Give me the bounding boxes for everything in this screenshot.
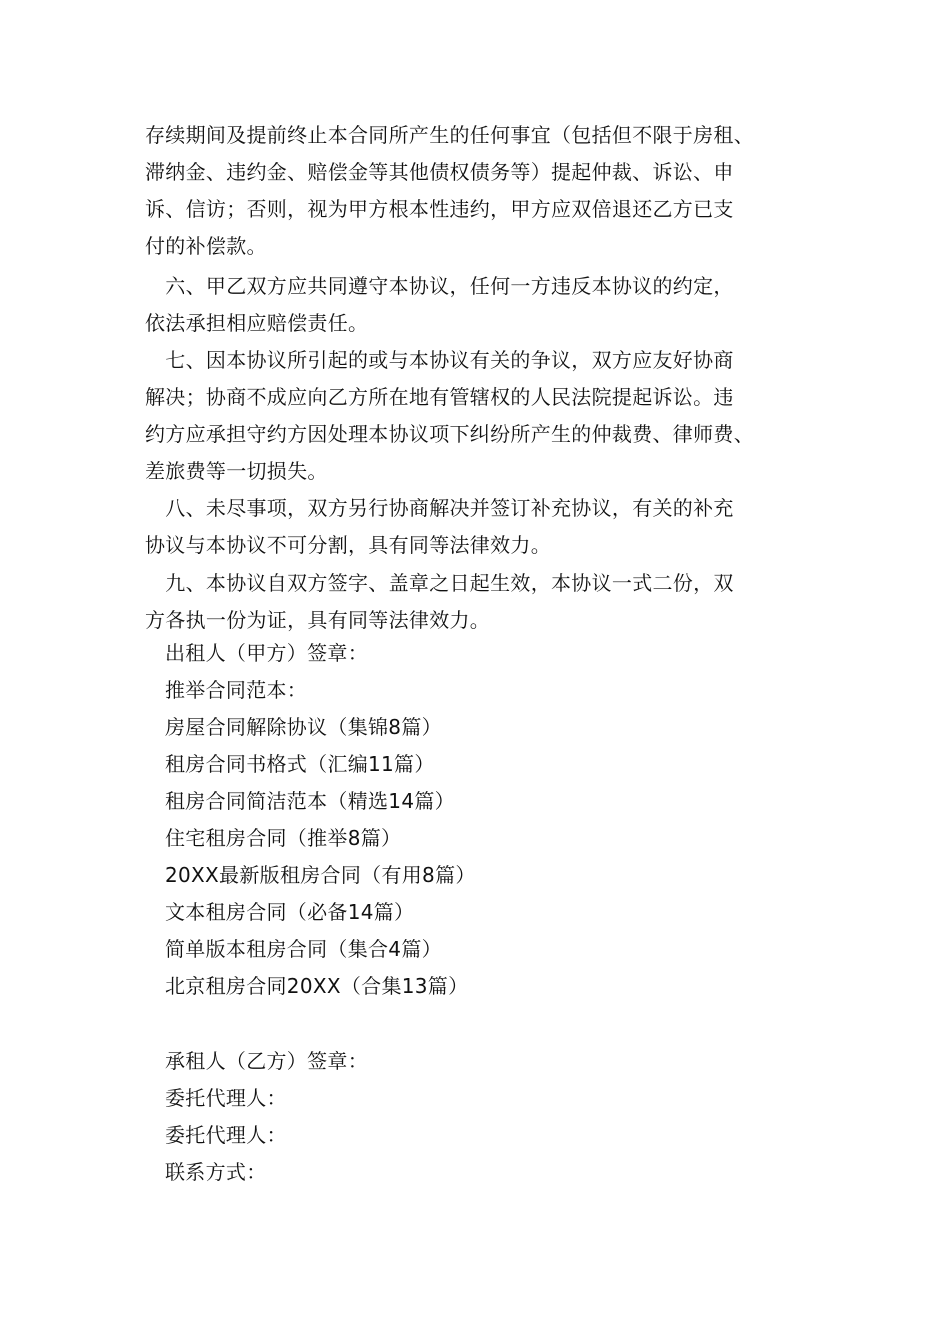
text-line: 依法承担相应赔偿责任。 — [145, 311, 369, 335]
clause-9 — [145, 565, 835, 639]
recommend-link[interactable]: 房屋合同解除协议（集锦8篇） — [165, 715, 442, 739]
text-line: 解决；协商不成应向乙方所在地有管辖权的人民法院提起诉讼。违 — [145, 385, 734, 409]
recommend-link[interactable]: 简单版本租房合同（集合4篇） — [165, 937, 442, 961]
recommend-link[interactable]: 北京租房合同20XX（合集13篇） — [165, 974, 469, 998]
contact-label: 联系方式： — [165, 1160, 267, 1184]
recommend-link[interactable]: 租房合同简洁范本（精选14篇） — [165, 789, 455, 813]
text-line: 六、甲乙双方应共同遵守本协议，任何一方违反本协议的约定， — [145, 274, 734, 298]
recommend-link[interactable]: 20XX最新版租房合同（有用8篇） — [165, 863, 476, 887]
text-line: 七、因本协议所引起的或与本协议有关的争议，双方应友好协商 — [145, 348, 734, 372]
text-line: 付的补偿款。 — [145, 234, 267, 258]
clause-8 — [145, 490, 835, 564]
text-line: 滞纳金、违约金、赔偿金等其他债权债务等）提起仲裁、诉讼、申 — [145, 160, 734, 184]
lessor-signature-label: 出租人（甲方）签章： — [165, 641, 368, 665]
clause-continuation — [145, 117, 835, 265]
recommend-title: 推举合同范本： — [165, 678, 308, 702]
text-line: 九、本协议自双方签字、盖章之日起生效，本协议一式二份，双 — [145, 571, 734, 595]
recommend-link[interactable]: 住宅租房合同（推举8篇） — [165, 826, 402, 850]
recommend-link[interactable]: 文本租房合同（必备14篇） — [165, 900, 415, 924]
recommend-link[interactable]: 租房合同书格式（汇编11篇） — [165, 752, 435, 776]
clause-7 — [145, 342, 835, 490]
agent-label: 委托代理人： — [165, 1086, 287, 1110]
text-line: 方各执一份为证，具有同等法律效力。 — [145, 608, 491, 632]
text-line: 存续期间及提前终止本合同所产生的任何事宜（包括但不限于房租、 — [145, 123, 754, 147]
text-line: 协议与本协议不可分割，具有同等法律效力。 — [145, 533, 551, 557]
text-line: 约方应承担守约方因处理本协议项下纠纷所产生的仲裁费、律师费、 — [145, 422, 754, 446]
text-line: 八、未尽事项，双方另行协商解决并签订补充协议，有关的补充 — [145, 496, 734, 520]
lessee-signature-label: 承租人（乙方）签章： — [165, 1049, 368, 1073]
agent-label: 委托代理人： — [165, 1123, 287, 1147]
text-line: 差旅费等一切损失。 — [145, 459, 328, 483]
clause-6 — [145, 268, 835, 342]
text-line: 诉、信访；否则，视为甲方根本性违约，甲方应双倍退还乙方已支 — [145, 197, 734, 221]
